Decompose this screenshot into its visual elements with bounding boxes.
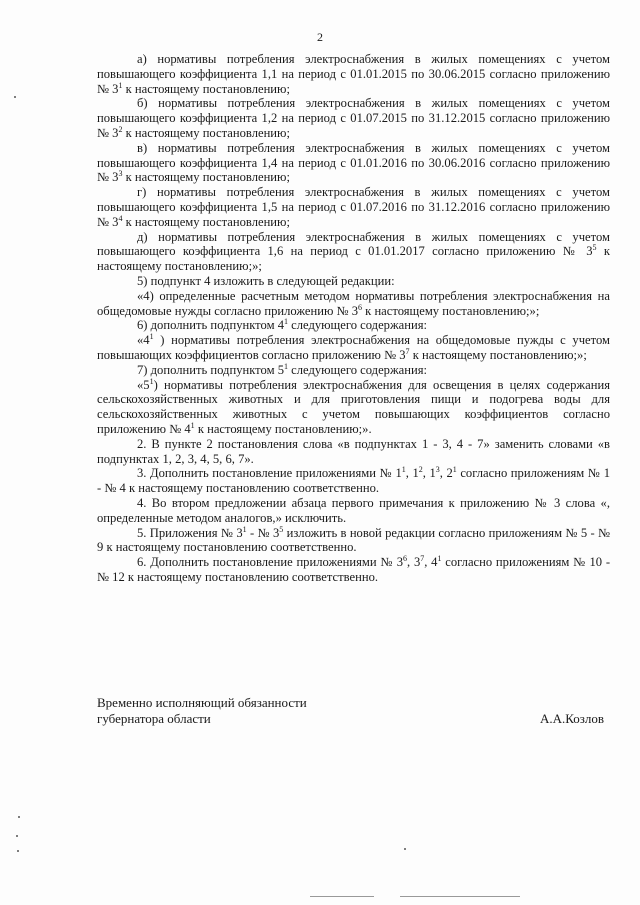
page-number: 2 xyxy=(317,30,323,44)
superscript-index: 1 xyxy=(149,376,154,386)
paragraph-text: к настоящему постановлению;»; xyxy=(97,244,610,274)
superscript-index: 1 xyxy=(452,465,457,475)
paragraph xyxy=(97,141,610,185)
paragraph-text: , 3 xyxy=(407,555,421,570)
paragraph-text: к настоящему постановлению; xyxy=(122,125,290,140)
superscript-index: 5 xyxy=(592,243,597,253)
paragraph-text: г) нормативы потребления электроснабжения в жилых помещениях с учетом повышающего коэффициента 1,5 на период с 01.07.2016 по 31.12.2016 согласно приложению № 3 xyxy=(97,185,610,229)
superscript-index: 1 xyxy=(190,420,195,430)
paragraph-text: 3. Дополнить постановление приложениями № 1 xyxy=(137,466,402,481)
paragraph-text: «4 xyxy=(137,333,150,348)
superscript-index: 1 xyxy=(149,332,154,342)
paragraph-text: к настоящему постановлению; xyxy=(122,170,290,185)
paragraph-text: 4. Во втором предложении абзаца первого примечания к приложению № 3 слова «, определенные методом аналогов,» исключить. xyxy=(97,495,610,525)
paragraph-text: 5) подпункт 4 изложить в следующей редакции: xyxy=(137,273,395,288)
paragraph-text: к настоящему постановлению; xyxy=(122,81,290,96)
paragraph xyxy=(97,274,610,289)
paragraph xyxy=(97,496,610,526)
paragraph-text: 2. В пункте 2 постановления слова «в подпунктах 1 - 3, 4 - 7» заменить словами «в подпунктах 1, 2, 3, 4, 5, 6, 7». xyxy=(97,436,610,466)
paragraph xyxy=(97,466,610,496)
superscript-index: 7 xyxy=(420,554,425,564)
superscript-index: 6 xyxy=(403,554,408,564)
scan-speck xyxy=(17,850,19,852)
document-body xyxy=(97,52,610,585)
paragraph xyxy=(97,289,610,319)
paragraph-text: ) нормативы потребления электроснабжения для освещения в целях содержания сельскохозяйственных животных и для приготовления пищи и подогрева воды для сельскохозяйственных животных с учетом повышающих коэффициентов согласно приложению № 4 xyxy=(97,377,610,436)
paragraph xyxy=(97,185,610,229)
superscript-index: 5 xyxy=(279,524,284,534)
paragraph-text: к настоящему постановлению; xyxy=(122,214,290,229)
paragraph-text: д) нормативы потребления электроснабжения в жилых помещениях с учетом повышающего коэффициента 1,6 на период с 01.01.2017 согласно приложению № 3 xyxy=(97,229,610,259)
paragraph-text: к настоящему постановлению;»; xyxy=(362,303,540,318)
paragraph xyxy=(97,378,610,437)
signatory-name: А.А.Козлов xyxy=(539,711,604,726)
paragraph-text: согласно приложениям № 10 - № 12 к настоящему постановлению соответственно. xyxy=(97,555,611,584)
superscript-index: 4 xyxy=(118,213,123,223)
scan-speck xyxy=(16,835,18,837)
paragraph-text: следующего содержания: xyxy=(288,318,428,333)
paragraph xyxy=(97,526,610,556)
paragraph xyxy=(97,555,610,585)
signatory-position-line-2: губернатора области xyxy=(97,711,211,726)
paragraph-text: 7) дополнить подпунктом 5 xyxy=(137,362,284,377)
paragraph-text: , 2 xyxy=(439,466,453,481)
superscript-index: 2 xyxy=(118,124,123,134)
paragraph-text: 6) дополнить подпунктом 4 xyxy=(137,318,284,333)
superscript-index: 1 xyxy=(437,554,442,564)
paragraph-text: ) нормативы потребления электроснабжения на общедомовые пужды с учетом повышающих коэффициентов согласно приложению № 3 xyxy=(97,333,610,362)
paragraph xyxy=(97,52,610,96)
superscript-index: 1 xyxy=(242,524,247,534)
paragraph-text: б) нормативы потребления электроснабжения в жилых помещениях с учетом повышающего коэффициента 1,2 на период с 01.07.2015 по 31.12.2015 согласно приложению № 3 xyxy=(97,96,610,140)
paragraph-text: изложить в новой редакции согласно приложениям № 5 - № 9 к настоящему постановлению соответственно. xyxy=(97,525,610,555)
scan-edge-line xyxy=(310,896,374,897)
paragraph xyxy=(97,363,610,378)
paragraph-text: «4) определенные расчетным методом нормативы потребления электроснабжения на общедомовые нужды согласно приложению № 3 xyxy=(97,288,610,318)
paragraph-text: , 1 xyxy=(422,466,436,481)
superscript-index: 1 xyxy=(284,361,288,371)
superscript-index: 2 xyxy=(418,465,423,475)
paragraph xyxy=(97,318,610,333)
paragraph xyxy=(97,437,610,467)
paragraph-text: к настоящему постановлению;»; xyxy=(409,347,587,362)
paragraph-text: 6. Дополнить постановление приложениями № 3 xyxy=(137,555,404,570)
paragraph-text: в) нормативы потребления электроснабжения в жилых помещениях с учетом повышающего коэффициента 1,4 на период с 01.01.2016 по 30.06.2016 согласно приложению № 3 xyxy=(97,140,610,185)
paragraph-text: к настоящему постановлению;». xyxy=(194,421,372,436)
paragraph-text: 5. Приложения № 3 xyxy=(137,525,243,540)
superscript-index: 6 xyxy=(358,302,363,312)
paragraph xyxy=(97,230,610,274)
scan-edge-line xyxy=(400,896,520,897)
superscript-index: 1 xyxy=(401,465,406,475)
paragraph xyxy=(97,333,610,363)
superscript-index: 7 xyxy=(405,346,410,356)
scan-speck xyxy=(404,848,406,850)
paragraph-text: , 4 xyxy=(424,555,438,570)
signatory-position-line-1: Временно исполняющий обязанности xyxy=(97,695,307,710)
superscript-index: 1 xyxy=(118,80,123,90)
paragraph-text: - № 3 xyxy=(246,525,280,540)
paragraph-text: , 1 xyxy=(405,466,419,481)
paragraph-text: согласно приложениям № 1 - № 4 к настоящему постановлению соответственно. xyxy=(97,466,611,496)
superscript-index: 3 xyxy=(118,169,123,179)
paragraph xyxy=(97,96,610,140)
superscript-index: 1 xyxy=(284,317,288,327)
paragraph-text: «5 xyxy=(137,377,150,392)
scan-speck xyxy=(14,96,16,98)
paragraph-text: а) нормативы потребления электроснабжения в жилых помещениях с учетом повышающего коэффициента 1,1 на период с 01.01.2015 по 30.06.2015 согласно приложению № 3 xyxy=(97,52,610,96)
scan-speck xyxy=(18,816,20,818)
paragraph-text: следующего содержания: xyxy=(288,362,428,377)
superscript-index: 3 xyxy=(435,465,440,475)
signature-block xyxy=(97,695,610,727)
